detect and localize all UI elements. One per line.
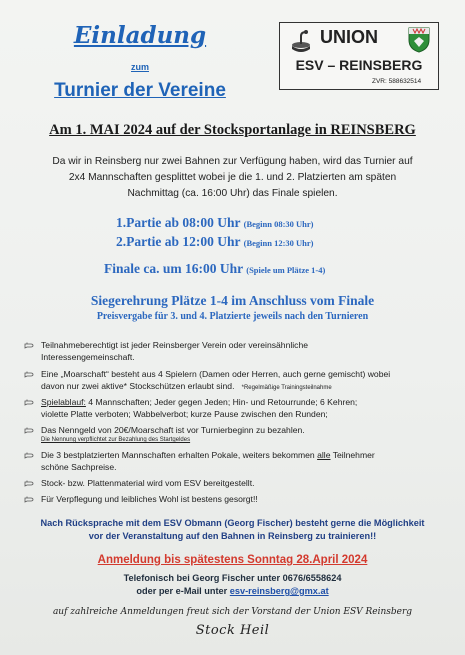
finale-time: Finale ca. um 16:00 Uhr (104, 261, 243, 276)
rule-text: Für Verpflegung und leibliches Wohl ist bestens gesorgt!! (41, 494, 258, 504)
pointing-hand-icon (24, 450, 34, 460)
rule-line: Teilnahmeberechtigt ist jeder Reinsberger Verein oder vereinsähnliche (41, 340, 309, 350)
intro-line: Nachmittag (ca. 16:00 Uhr) das Finale spielen. (127, 188, 338, 199)
footer-thanks: auf zahlreiche Anmeldungen freut sich der Vorstand der Union ESV Reinsberg (52, 607, 413, 617)
list-item (24, 449, 449, 475)
title-zum: zum (131, 62, 149, 72)
rule-line-part: Teilnehmer (330, 450, 375, 460)
coat-of-arms-icon (408, 27, 430, 53)
rule-text: Stock- bzw. Plattenmaterial wird vom ESV bereitgestellt. (41, 478, 255, 488)
training-note-line: vor der Veranstaltung auf den Bahnen in Reinsberg zu trainieren!! (88, 530, 377, 541)
list-item (24, 477, 449, 491)
rule-line (41, 449, 449, 461)
logo-esv: ESV – REINSBERG (295, 57, 423, 73)
pointing-hand-icon (24, 478, 34, 488)
rule-text (41, 396, 449, 420)
schedule-partie-1 (116, 215, 314, 231)
rule-label: Spielablauf: (41, 397, 86, 407)
contact-email-link[interactable]: esv-reinsberg@gmx.at (229, 586, 329, 596)
pointing-hand-icon (24, 340, 34, 350)
rule-line (41, 396, 449, 408)
intro-line: Da wir in Reinsberg nur zwei Bahnen zur Verfügung haben, wird das Turnier auf (52, 156, 413, 167)
rule-line (41, 380, 449, 394)
rule-text (41, 449, 449, 473)
logo-union: UNION (320, 27, 378, 47)
registration-deadline: Anmeldung bis spätestens Sonntag 28.April 2024 (97, 554, 368, 566)
list-item (24, 424, 449, 446)
contact-mail-prefix: oder per e-Mail unter (136, 586, 230, 596)
event-headline: Am 1. MAI 2024 auf der Stocksportanlage in REINSBERG (49, 122, 416, 138)
rule-line-part: Die 3 bestplatzierten Mannschaften erhalten Pokale, weiters bekommen (41, 450, 318, 460)
rule-text (41, 368, 449, 394)
preisvergabe: Preisvergabe für 3. und 4. Platzierte jeweils nach den Turnieren (96, 311, 369, 322)
list-item (24, 396, 449, 422)
partie-2-note: (Beginn 12:30 Uhr) (243, 238, 314, 248)
finale-note: (Spiele um Plätze 1-4) (246, 265, 326, 275)
title-einladung: Einladung (73, 22, 207, 49)
stocksport-logo-icon (286, 28, 316, 58)
partie-1-time: 1.Partie ab 08:00 Uhr (116, 215, 241, 230)
rule-text (41, 424, 449, 444)
title-turnier: Turnier der Vereine (54, 80, 226, 101)
partie-2-time: 2.Partie ab 12:00 Uhr (116, 234, 241, 249)
rule-footnote: *Regelmäßige Trainingsteilnahme (241, 385, 332, 391)
footer-stock-heil: Stock Heil (195, 623, 270, 638)
list-item (24, 493, 449, 507)
rule-line: violette Platte verboten; Wabbelverbot; kurze Pause zwischen den Runden; (41, 409, 328, 419)
logo-zvr: ZVR: 588632514 (372, 78, 422, 85)
pointing-hand-icon (24, 397, 34, 407)
list-item (24, 368, 449, 394)
pointing-hand-icon (24, 369, 34, 379)
rule-line-part: davon nur zwei aktive* Stockschützen erlaubt sind. (41, 381, 235, 391)
contact-phone: Telefonisch bei Georg Fischer unter 0676/6558624 (123, 573, 342, 583)
schedule-finale (104, 261, 325, 277)
rule-line: Das Nenngeld von 20€/Moarschaft ist vor Turnierbeginn zu bezahlen. (41, 425, 305, 435)
rule-line: Interessengemeinschaft. (41, 352, 135, 362)
rule-text (41, 339, 449, 363)
list-item (24, 339, 449, 365)
training-note-line: Nach Rücksprache mit dem ESV Obmann (Georg Fischer) besteht gerne die Möglichkeit (40, 518, 425, 528)
rule-footnote: Die Nennung verpflichtet zur Bezahlung des Startgeldes (41, 437, 191, 443)
rule-line: schöne Sachpreise. (41, 462, 117, 472)
partie-1-note: (Beginn 08:30 Uhr) (243, 219, 314, 229)
intro-line: 2x4 Mannschaften gesplittet wobei je die 1. und 2. Platzierten am späten (68, 172, 397, 183)
contact-mail-line (0, 585, 465, 598)
club-logo (279, 22, 439, 90)
schedule-partie-2 (116, 234, 314, 250)
contact-info (0, 572, 465, 598)
pointing-hand-icon (24, 425, 34, 435)
training-note (0, 517, 465, 542)
rule-emphasis: alle (317, 450, 331, 460)
siegerehrung: Siegerehrung Plätze 1-4 im Anschluss vom Finale (90, 293, 375, 308)
rule-line: Eine „Moarschaft“ besteht aus 4 Spielern (Damen oder Herren, auch gerne gemischt) wobei (41, 369, 391, 379)
intro-paragraph (0, 154, 465, 202)
pointing-hand-icon (24, 494, 34, 504)
rule-line-part: 4 Mannschaften; Jeder gegen Jeden; Hin- und Retourrunde; 6 Kehren; (85, 397, 358, 407)
